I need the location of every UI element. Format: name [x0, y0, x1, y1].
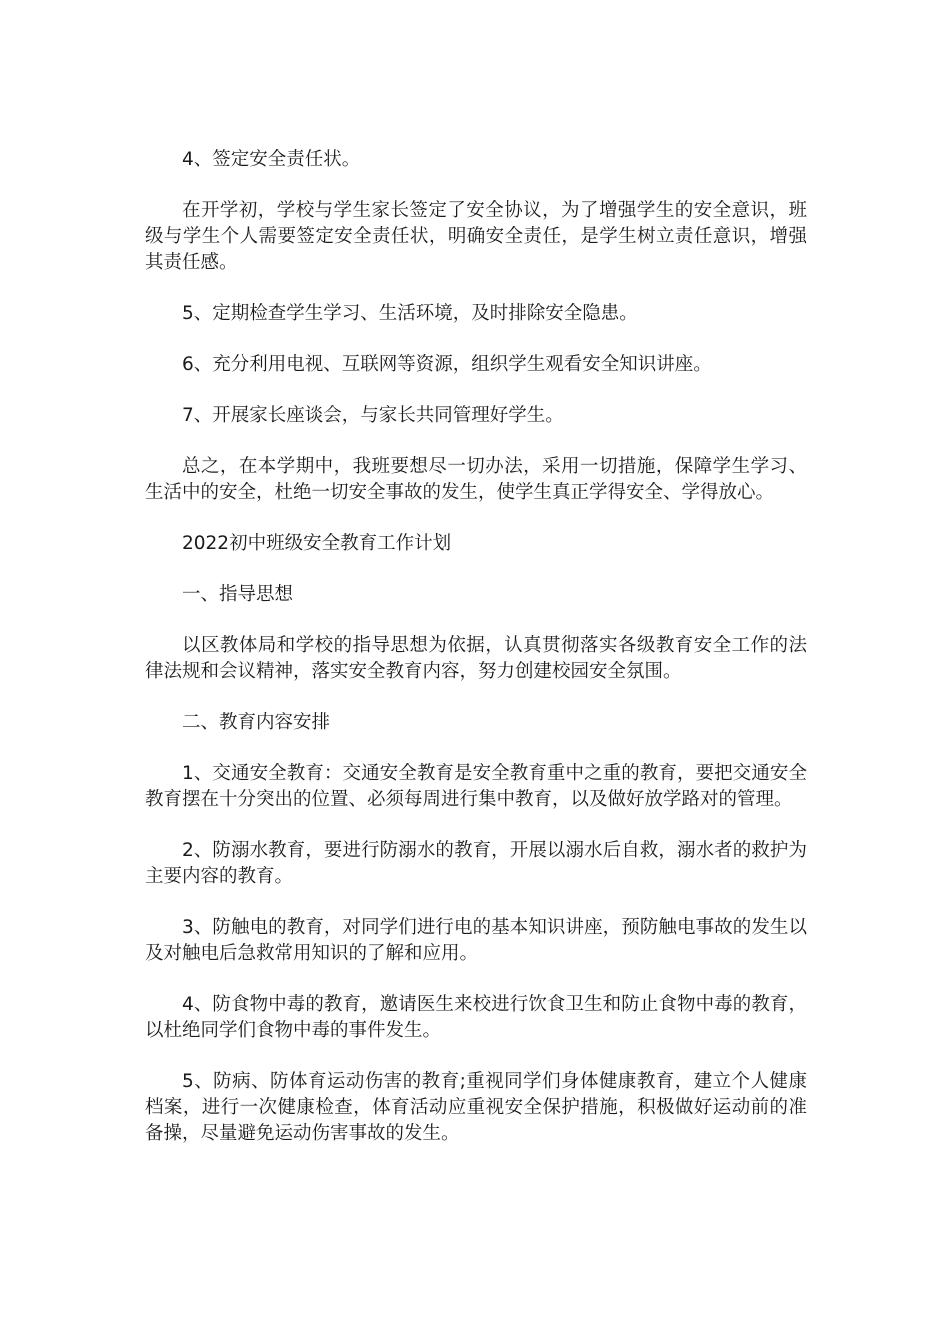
- paragraph-electric-shock: 3、防触电的教育，对同学们进行电的基本知识讲座，预防触电事故的发生以及对触电后急救常用知识的了解和应用。: [145, 917, 807, 964]
- paragraph-drowning: 2、防溺水教育，要进行防溺水的教育，开展以溺水后自救，溺水者的救护为主要内容的教育。: [145, 840, 807, 887]
- document-body: [145, 147, 807, 1147]
- paragraph-sports-injury: 5、防病、防体育运动伤害的教育;重视同学们身体健康教育，建立个人健康档案，进行一次健康检查，体育活动应重视安全保护措施，积极做好运动前的准备操，尽量避免运动伤害事故的发生。: [145, 1071, 807, 1144]
- plan-title: 2022初中班级安全教育工作计划: [182, 533, 452, 554]
- paragraph-responsibility: 在开学初，学校与学生家长签定了安全协议，为了增强学生的安全意识，班级与学生个人需要签定安全责任状，明确安全责任，是学生树立责任意识，增强其责任感。: [145, 200, 807, 273]
- paragraph-item-7: 7、开展家长座谈会，与家长共同管理好学生。: [182, 405, 564, 426]
- paragraph-item-6: 6、充分利用电视、互联网等资源，组织学生观看安全知识讲座。: [182, 354, 712, 375]
- section-heading-guiding-ideology: 一、指导思想: [182, 584, 294, 605]
- paragraph-summary: 总之，在本学期中，我班要想尽一切办法，采用一切措施，保障学生学习、生活中的安全，杜绝一切安全事故的发生，使学生真正学得安全、学得放心。: [145, 456, 807, 503]
- paragraph-food-poisoning: 4、防食物中毒的教育，邀请医生来校进行饮食卫生和防止食物中毒的教育，以杜绝同学们食物中毒的事件发生。: [145, 994, 807, 1041]
- section-heading-content: 二、教育内容安排: [182, 712, 331, 733]
- paragraph-item-5: 5、定期检查学生学习、生活环境，及时排除安全隐患。: [182, 303, 638, 324]
- paragraph-item-4: 4、签定安全责任状。: [182, 149, 361, 170]
- paragraph-guiding-ideology: 以区教体局和学校的指导思想为依据，认真贯彻落实各级教育安全工作的法律法规和会议精神，落实安全教育内容，努力创建校园安全氛围。: [145, 635, 807, 682]
- paragraph-traffic-safety: 1、交通安全教育：交通安全教育是安全教育重中之重的教育，要把交通安全教育摆在十分突出的位置、必须每周进行集中教育，以及做好放学路对的管理。: [145, 763, 807, 810]
